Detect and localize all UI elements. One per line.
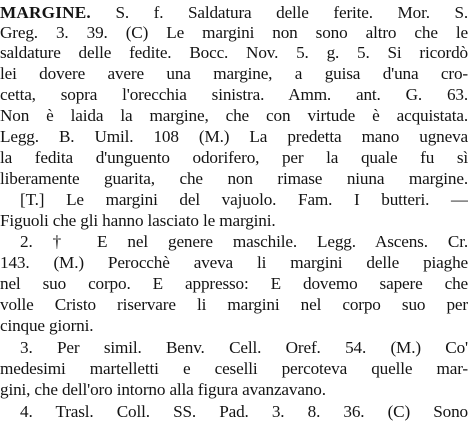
- entry-line-11: Figuoli che gli hanno lasciato le margini.: [0, 211, 276, 230]
- sense-3-line-3: gini, che dell'oro intorno alla figura avanzavano.: [0, 380, 326, 399]
- entry-line-10: [T.] Le margini del vajuolo. Fam. I butteri. —: [20, 190, 468, 209]
- sense-2-line-4: volle Cristo riservare li margini nel corpo suo per: [0, 295, 468, 314]
- entry-line-2: Greg. 3. 39. (C) Le margini non sono altro che le: [0, 23, 468, 42]
- sense-2-line-5: cinque giorni.: [0, 316, 94, 335]
- sense-3-line-1: 3. Per simil. Benv. Cell. Oref. 54. (M.) Co': [20, 338, 468, 357]
- entry-line-1: [0, 3, 468, 23]
- headword: MARGINE.: [0, 3, 91, 22]
- entry-line-5: cetta, sopra l'orecchia sinistra. Amm. ant. G. 63.: [0, 85, 468, 104]
- sense-2-line-1: 2. † E nel genere maschile. Legg. Ascens. Cr.: [20, 232, 468, 251]
- entry-line-4: lei dovere avere una margine, a guisa d'una cro-: [0, 64, 468, 83]
- sense-2-line-3: nel suo corpo. E appresso: E dovemo sapere che: [0, 274, 468, 293]
- entry-line-6: Non è laida la margine, che con virtude è acquistata.: [0, 106, 468, 125]
- entry-line-1-text: S. f. Saldatura delle ferite. Mor. S.: [90, 3, 468, 22]
- entry-line-9: liberamente guarita, che non rimase niuna margine.: [0, 169, 468, 188]
- entry-line-8: la fedita d'unguento odorifero, per la quale fu sì: [0, 148, 468, 167]
- entry-line-3: saldature delle fedite. Bocc. Nov. 5. g. 5. Si ricordò: [0, 43, 468, 62]
- entry-line-7: Legg. B. Umil. 108 (M.) La predetta mano ugneva: [0, 127, 468, 146]
- sense-2-line-2: 143. (M.) Perocchè aveva li margini delle piaghe: [0, 253, 468, 272]
- sense-4-line-1: 4. Trasl. Coll. SS. Pad. 3. 8. 36. (C) Sono: [20, 402, 468, 421]
- sense-3-line-2: medesimi martelletti e ceselli percoteva quelle mar-: [0, 359, 468, 378]
